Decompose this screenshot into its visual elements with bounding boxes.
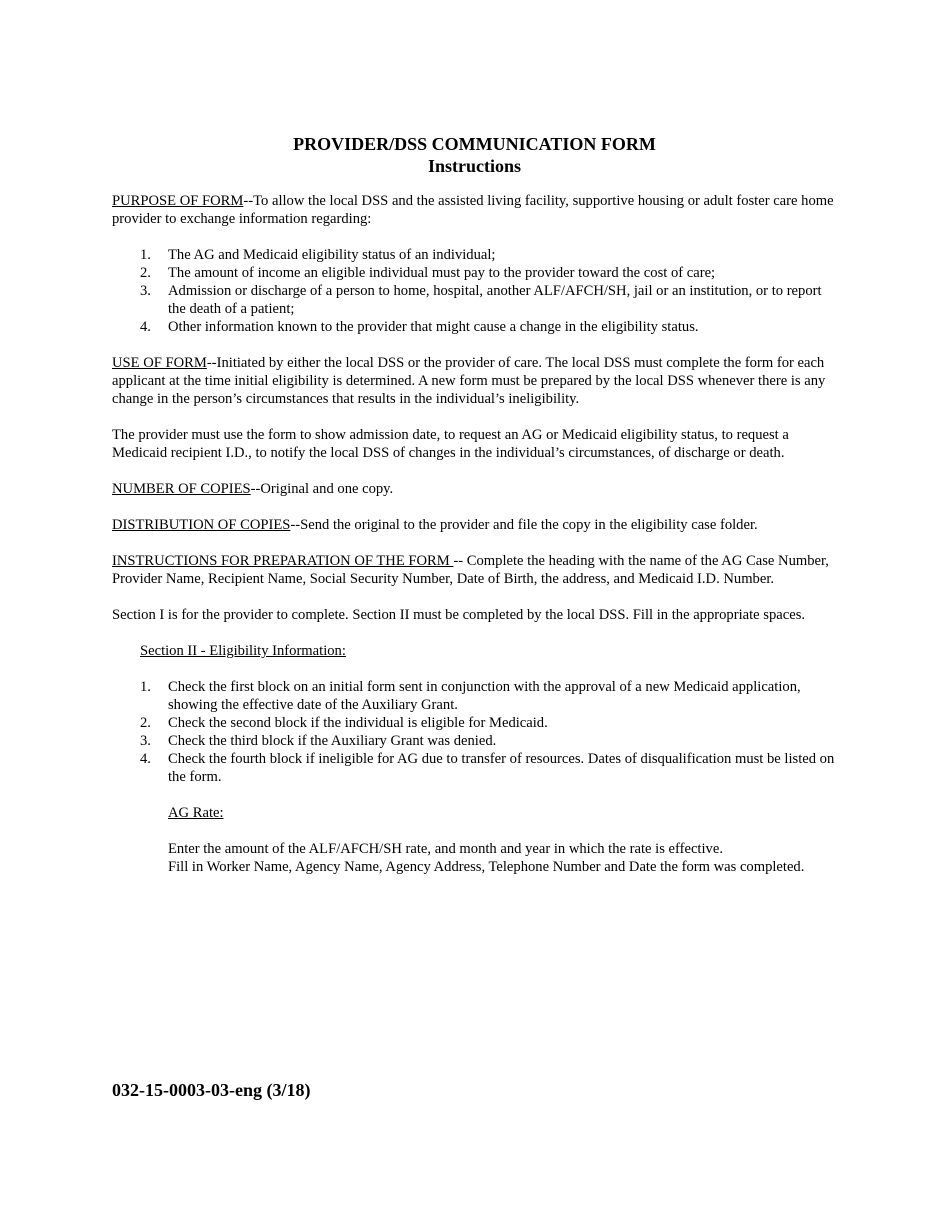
copies-label: NUMBER OF COPIES	[112, 481, 251, 497]
copies-text: --Original and one copy.	[250, 481, 394, 497]
distribution-label: DISTRIBUTION OF COPIES	[112, 517, 291, 533]
list-item	[112, 264, 837, 282]
preparation-paragraph	[112, 552, 837, 588]
document-title: PROVIDER/DSS COMMUNICATION FORM	[293, 134, 656, 154]
preparation-label: INSTRUCTIONS FOR PREPARATION OF THE FORM	[112, 553, 454, 569]
list-item	[112, 246, 837, 264]
list-item-number: 4.	[140, 751, 151, 767]
list-item-number: 2.	[140, 715, 151, 731]
list-item-text: Admission or discharge of a person to home, hospital, another ALF/AFCH/SH, jail or an institution, or to report the death of a patient;	[168, 283, 822, 317]
distribution-text: --Send the original to the provider and file the copy in the eligibility case folder.	[290, 517, 758, 533]
purpose-label: PURPOSE OF FORM	[112, 193, 244, 209]
purpose-list	[112, 246, 837, 336]
provider-paragraph: The provider must use the form to show admission date, to request an AG or Medicaid eligibility status, to request a Medicaid recipient I.D., to notify the local DSS of changes in the individual’s circumstances, of discharge or death.	[112, 427, 789, 461]
list-item-number: 3.	[140, 283, 151, 299]
list-item	[112, 318, 837, 336]
list-item-text: The AG and Medicaid eligibility status of an individual;	[168, 247, 496, 263]
list-item-text: Check the second block if the individual is eligible for Medicaid.	[168, 715, 548, 731]
list-item-number: 3.	[140, 733, 151, 749]
list-item-text: Check the first block on an initial form sent in conjunction with the approval of a new Medicaid application, showing the effective date of the Auxiliary Grant.	[168, 679, 801, 713]
list-item-number: 4.	[140, 319, 151, 335]
ag-rate-line-2: Fill in Worker Name, Agency Name, Agency Address, Telephone Number and Date the form was completed.	[168, 859, 805, 875]
section2-heading: Section II - Eligibility Information:	[140, 643, 346, 659]
list-item-text: Check the fourth block if ineligible for AG due to transfer of resources. Dates of disqualification must be listed on the form.	[168, 751, 835, 785]
list-item-number: 1.	[140, 679, 151, 695]
list-item	[112, 282, 837, 318]
section2-list	[112, 678, 837, 786]
use-paragraph	[112, 354, 837, 408]
list-item-number: 1.	[140, 247, 151, 263]
use-text: --Initiated by either the local DSS or the provider of care. The local DSS must complete the form for each applicant at the time initial eligibility is determined. A new form must be prepared by the local DSS whenever there is any change in the person’s circumstances that results in the individual’s ineligibility.	[112, 355, 826, 407]
form-code: 032-15-0003-03-eng (3/18)	[112, 1080, 311, 1100]
list-item	[112, 750, 837, 786]
purpose-paragraph	[112, 192, 837, 228]
list-item-text: The amount of income an eligible individual must pay to the provider toward the cost of care;	[168, 265, 716, 281]
instructions-page	[112, 133, 837, 876]
use-label: USE OF FORM	[112, 355, 207, 371]
sections-paragraph: Section I is for the provider to complete. Section II must be completed by the local DSS. Fill in the appropriate spaces.	[112, 607, 806, 623]
document-subtitle: Instructions	[427, 156, 521, 176]
list-item	[112, 714, 837, 732]
preparation-text: -- Complete the heading with the name of the AG Case Number, Provider Name, Recipient Name, Social Security Number, Date of Birth, the address, and Medicaid I.D. Number.	[112, 553, 829, 587]
ag-rate-heading: AG Rate:	[168, 805, 224, 821]
list-item-text: Check the third block if the Auxiliary Grant was denied.	[168, 733, 497, 749]
list-item	[112, 732, 837, 750]
copies-paragraph	[112, 480, 837, 498]
list-item	[112, 678, 837, 714]
list-item-number: 2.	[140, 265, 151, 281]
ag-rate-text	[168, 840, 837, 876]
distribution-paragraph	[112, 516, 837, 534]
list-item-text: Other information known to the provider that might cause a change in the eligibility status.	[168, 319, 699, 335]
purpose-text: --To allow the local DSS and the assisted living facility, supportive housing or adult foster care home provider to exchange information regarding:	[112, 193, 834, 227]
ag-rate-line-1: Enter the amount of the ALF/AFCH/SH rate, and month and year in which the rate is effective.	[168, 841, 723, 857]
